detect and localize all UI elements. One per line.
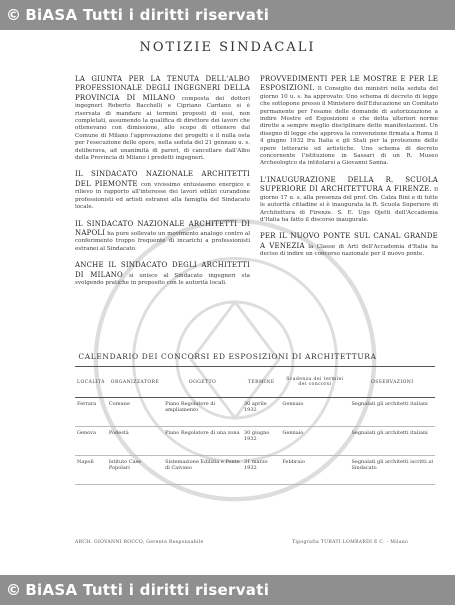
table-cell: Segnalati gli architetti iscritti al Sindacato: [349, 456, 435, 485]
table-cell: Genova: [75, 427, 107, 456]
page-title: NOTIZIE SINDACALI: [139, 40, 316, 55]
right-column: [260, 75, 438, 267]
table-cell: Segnalati gli architetti italiani: [349, 427, 435, 456]
table-cell: 30 aprile 1932: [242, 398, 280, 427]
watermark-text: BiASA Tutti i diritti riservati: [25, 6, 270, 24]
article-heading: L'INAUGURAZIONE DELLA R. SCUOLA SUPERIORE DI ARCHITETTURA A FIRENZE.: [260, 175, 438, 194]
watermark-banner-top: [0, 0, 455, 30]
watermark-text: BiASA Tutti i diritti riservati: [25, 581, 270, 599]
table-row: [75, 456, 435, 485]
column-header: TERMINE: [242, 367, 280, 398]
calendar-title: CALENDARIO DEI CONCORSI ED ESPOSIZIONI DI ARCHITETTURA: [78, 352, 377, 361]
article-body: composta dei dottori ingegneri Roberto Bacchelli e Cipriano Cardano si è riservata di mandare ai termini proposti di essi, non completati, assumendo la qualifica di direttore dei lavori che ottenevano con dimissione, allo scopo di ottenere dal Comune di Milano l'approvazione dei progetti e il nulla osta per l'esecuzione delle opere, nella seduta del 21 gennaio u. s. deliberava, ad unanimità di pareri, di cancellare dall'Albo della Provincia di Milano i predetti ingegneri.: [75, 95, 251, 162]
table-cell: 30 giugno 1932: [242, 427, 280, 456]
table-row: [75, 427, 435, 456]
table-row: [75, 398, 435, 427]
table-cell: Segnalati gli architetti italiani: [349, 398, 435, 427]
table-cell: Gennaio: [280, 427, 349, 456]
table-cell: 31 marzo 1932: [242, 456, 280, 485]
document-page: [0, 30, 455, 575]
article: [260, 176, 438, 224]
article-heading: ANCHE IL SINDACATO DEGLI ARCHITETTI DI MILANO: [75, 261, 250, 279]
table-cell: Comune: [107, 398, 163, 427]
left-column: [75, 75, 250, 295]
footer-printer: Tipografia TURATI LOMBARDI E C. - Milano: [292, 540, 409, 545]
table-cell: Gennaio: [280, 398, 349, 427]
article-body: Il giorno 17 u. s. alla presenza del prof. On. Calza Bini e di tutte le autorità cittadine si è inaugurata la R. Scuola Superiore di Architettura di Firenze. S. E. Ugo Ojetti dell'Accademia d'Italia ha fatto il discorso inaugurale.: [260, 187, 439, 223]
table-cell: Ferrara: [75, 398, 107, 427]
article-body: la Classe di Arti dell'Accademia d'Italia ha deciso di indire un concorso nazionale per il nuovo ponte.: [260, 243, 439, 258]
table-cell: Febbraio: [280, 456, 349, 485]
article: [75, 220, 250, 254]
table-cell: Sistemazione Edilizia e Ponte di Caivano: [163, 456, 242, 485]
table-cell: Napoli: [75, 456, 107, 485]
article-heading: IL SINDACATO NAZIONALE ARCHITETTI DI NAPOLI: [75, 219, 250, 237]
watermark-banner-bottom: [0, 575, 455, 605]
column-header: OSSERVAZIONI: [349, 367, 435, 398]
table-cell: Piano Regolatore di una zona: [163, 427, 242, 456]
article: [75, 261, 250, 287]
article-heading: LA GIUNTA PER LA TENUTA DELL'ALBO PROFESSIONALE DEGLI INGEGNERI DELLA PROVINCIA DI MILANO: [75, 75, 250, 102]
column-header: OGGETTO: [163, 367, 242, 398]
table-cell: Piano Regolatore di ampliamento: [163, 398, 242, 427]
table-cell: Istituto Case Popolari: [107, 456, 163, 485]
copyright-icon: ©: [6, 581, 22, 599]
article-heading: IL SINDACATO NAZIONALE ARCHITETTI DEL PIEMONTE: [75, 170, 250, 188]
article: [260, 232, 438, 258]
table-header-row: [75, 367, 435, 398]
article-body: con vivissimo entusiasmo energico e rilievo in rapporto all'interesse dei lavori edilizi curandone professionisti ed artisti estranei alla famiglia del Sindacato locale.: [75, 181, 250, 211]
column-header: ORGANIZZATORE: [107, 367, 163, 398]
article-heading: PER IL NUOVO PONTE SUL CANAL GRANDE A VENEZIA: [260, 232, 438, 250]
article-body: ha pure sollevato un movimento analogo contro al conferimento troppo frequente di incarichi a professionisti estranei al Sindacato.: [75, 230, 250, 252]
article: [75, 75, 250, 162]
column-header: LOCALITÀ: [75, 367, 107, 398]
column-header: Scadenza dei termini dei concorsi: [280, 367, 349, 398]
calendar-table: [75, 366, 435, 485]
copyright-icon: ©: [6, 6, 22, 24]
table-cell: Podestà: [107, 427, 163, 456]
article-body: si unisce al Sindacato ingegneri sta svolgendo pratiche in proposito con le autorità locali.: [75, 272, 251, 286]
footer-editor: ARCH. GIOVANNI ROCCO, Gerente Responsabile: [75, 540, 204, 545]
article: [75, 170, 250, 211]
article-heading: PROVVEDIMENTI PER LE MOSTRE E PER LE ESPOSIZIONI.: [260, 75, 438, 93]
article: [260, 75, 438, 168]
article-body: Il Consiglio dei ministri nella seduta del giorno 10 u. s. ha approvato: Uno schema di decreto di legge che sottopone presso il Ministero dell'Educazione un Comitato permanente per l'esame delle domande di autorizzazione a indire Mostre ed Esposizioni e che detta ulteriori norme dirette a sempre meglio disciplinare dette manifestazioni. Un disegno di legge che approva la convenzione firmata a Roma il 4 giugno 1932 fra Italia e gli Stati per la protezione delle opere letterarie ed artistiche. Uno schema di decreto concernente l'istituzione in Sassari di un R. Museo Archeologico da intitolarsi a Giovanni Sanna.: [260, 86, 438, 167]
